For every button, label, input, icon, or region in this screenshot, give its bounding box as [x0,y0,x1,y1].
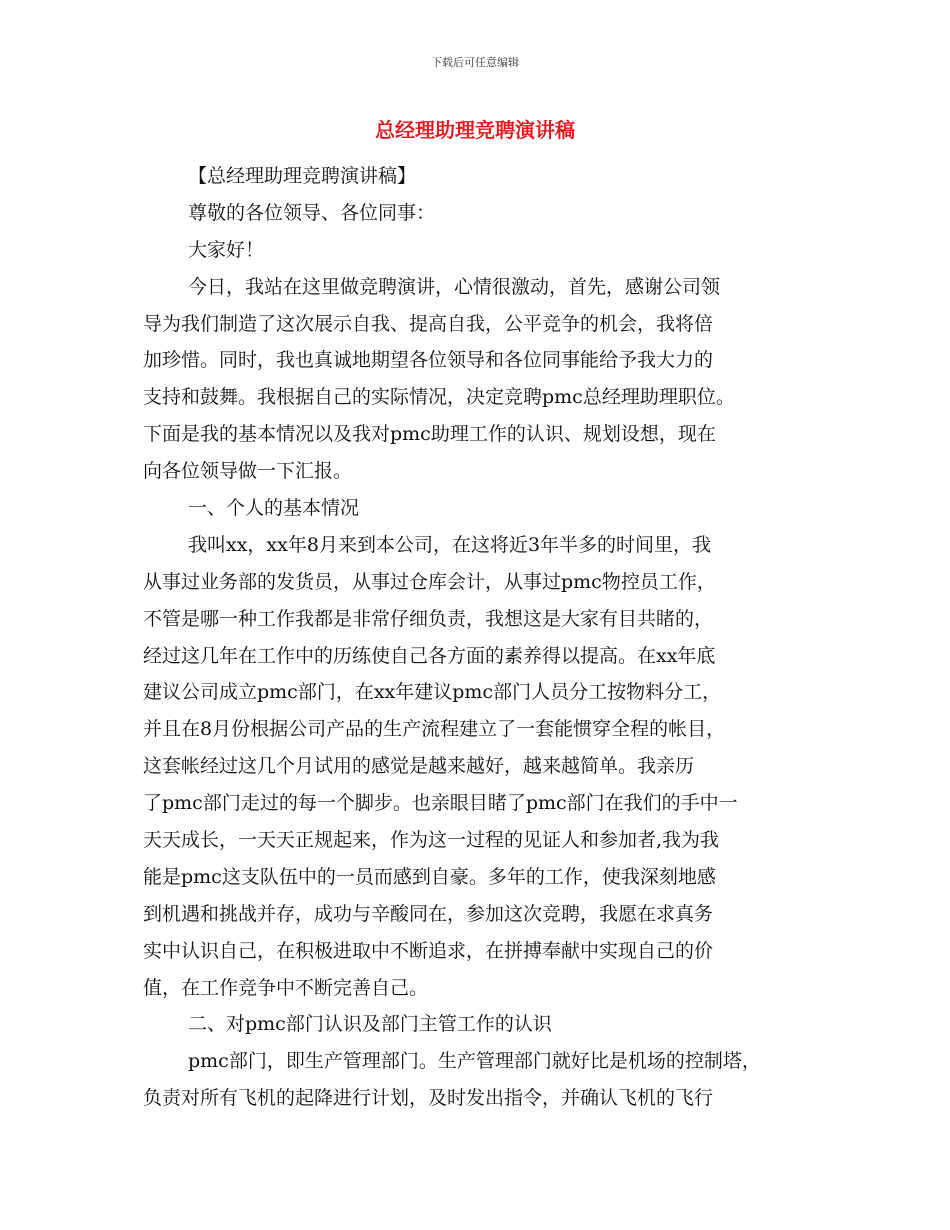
text-line: 大家好！ [188,238,265,261]
text-line: 加珍惜。同时，我也真诚地期望各位领导和各位同事能给予我大力的 [143,349,714,372]
text-line: pmc部门，即生产管理部门。生产管理部门就好比是机场的控制塔， [188,1050,761,1073]
text-line: 能是pmc这支队伍中的一员而感到自豪。多年的工作，使我深刻地感 [143,865,716,888]
text-line: 经过这几年在工作中的历练使自己各方面的素养得以提高。在xx年底 [143,644,716,667]
text-line: 支持和鼓舞。我根据自己的实际情况，决定竞聘pmc总经理助理职位。 [143,386,735,409]
text-line: 二、对pmc部门认识及部门主管工作的认识 [188,1013,552,1036]
text-line: 从事过业务部的发货员，从事过仓库会计，从事过pmc物控员工作， [143,570,716,593]
text-line: 不管是哪一种工作我都是非常仔细负责，我想这是大家有目共睹的， [143,607,714,630]
document-body [143,158,843,1117]
document-title: 总经理助理竞聘演讲稿 [375,118,575,142]
text-line: 尊敬的各位领导、各位同事： [188,201,436,224]
text-line: 一、个人的基本情况 [188,497,360,520]
text-line: 实中认识自己，在积极进取中不断追求，在拼搏奉献中实现自己的价 [143,939,714,962]
text-line: 到机遇和挑战并存，成功与辛酸同在，参加这次竞聘，我愿在求真务 [143,902,714,925]
text-line: 负责对所有飞机的起降进行计划，及时发出指令，并确认飞机的飞行 [143,1087,714,1110]
header-note: 下载后可任意编辑 [431,56,519,69]
text-line: 向各位领导做一下汇报。 [143,460,353,483]
text-line: 我叫xx，xx年8月来到本公司，在这将近3年半多的时间里，我 [188,533,712,556]
text-line: 并且在8月份根据公司产品的生产流程建立了一套能惯穿全程的帐目， [143,718,726,741]
text-line: 值，在工作竞争中不断完善自己。 [143,976,429,999]
text-line: 【总经理助理竞聘演讲稿】 [188,165,417,187]
text-line: 今日，我站在这里做竞聘演讲，心情很激动，首先，感谢公司领 [188,275,721,298]
text-line: 下面是我的基本情况以及我对pmc助理工作的认识、规划设想，现在 [143,423,716,446]
text-line: 建议公司成立pmc部门，在xx年建议pmc部门人员分工按物料分工， [143,681,722,704]
text-line: 导为我们制造了这次展示自我、提高自我，公平竞争的机会，我将倍 [143,312,714,335]
text-line: 天天成长，一天天正规起来，作为这一过程的见证人和参加者,我为我 [143,829,720,852]
text-line: 这套帐经过这几个月试用的感觉是越来越好，越来越简单。我亲历 [143,755,695,778]
text-line: 了pmc部门走过的每一个脚步。也亲眼目睹了pmc部门在我们的手中一 [143,792,738,815]
